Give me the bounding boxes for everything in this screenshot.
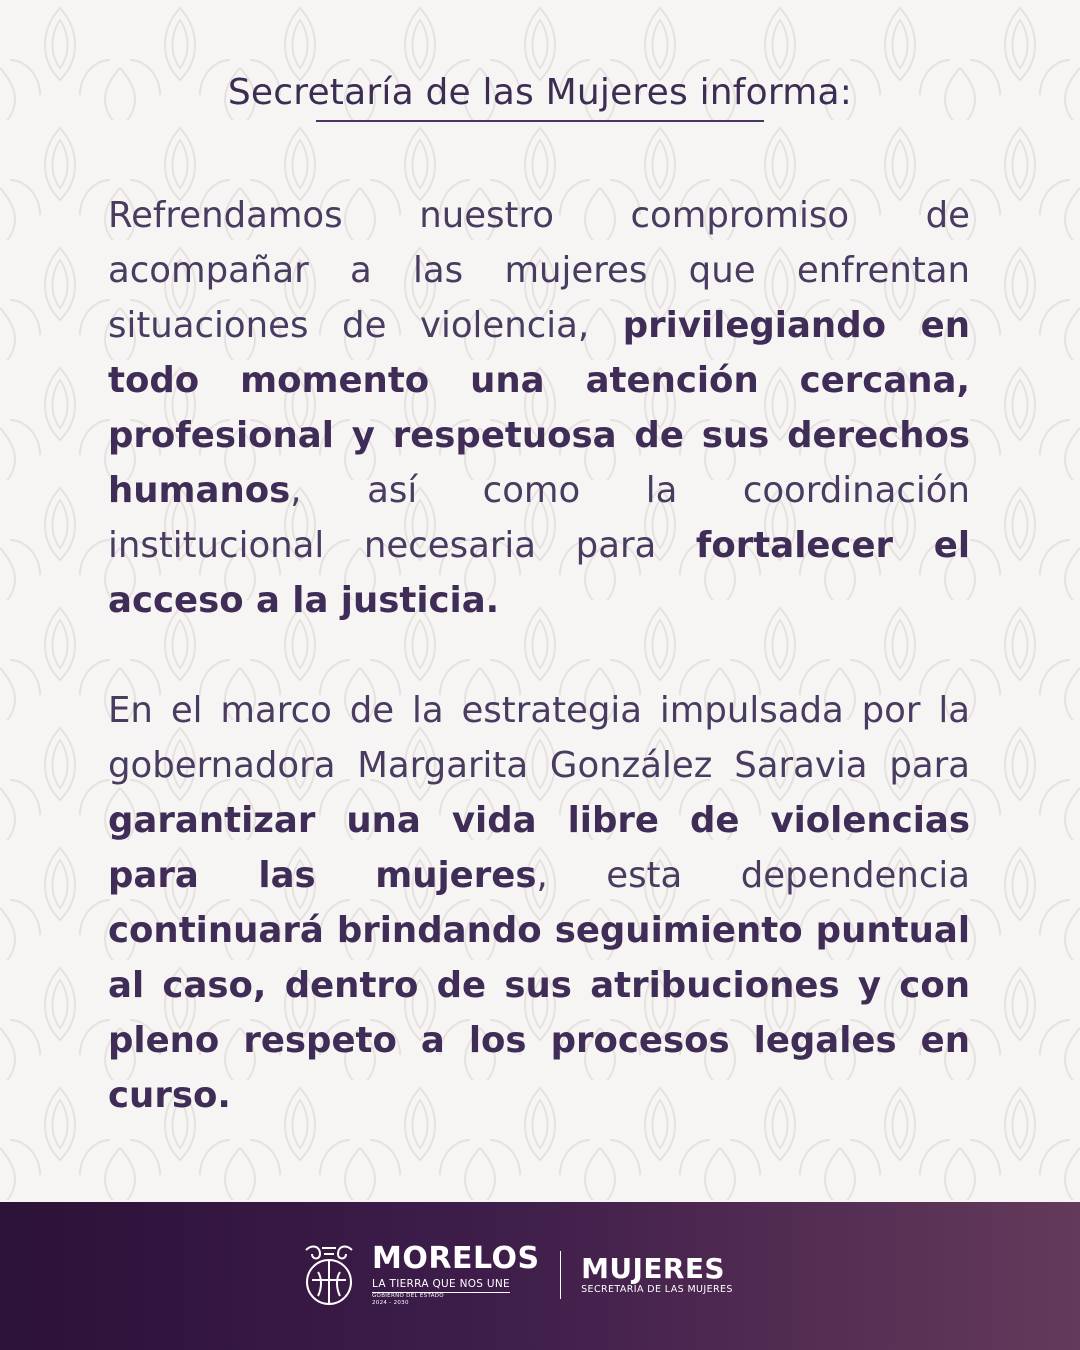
brand-tagline: LA TIERRA QUE NOS UNE [372, 1278, 510, 1293]
paragraph-2-bold-segment: continuará brindando seguimiento puntual al caso, dentro de sus atribuciones y con pleno respeto a los procesos legales en curso. [108, 910, 970, 1116]
footer-logos [298, 1240, 733, 1310]
brand-years: 2024 - 2030 [372, 1299, 409, 1306]
paragraph-1-segment: , así como la coordinación institucional necesaria para [108, 470, 970, 566]
title-underline [316, 120, 764, 122]
header [0, 72, 1080, 113]
paragraph-2 [108, 683, 970, 1123]
statement-body [108, 188, 970, 1178]
brand-block [372, 1240, 540, 1307]
paragraph-1 [108, 188, 970, 628]
paragraph-1-segment: Refrendamos nuestro compromiso de acompañar a las mujeres que enfrentan situaciones de violencia, [108, 195, 970, 346]
paragraph-1-bold-segment: privilegiando en todo momento una atención cercana, profesional y respetuosa de sus derechos humanos [108, 305, 970, 511]
dependency-block [581, 1254, 733, 1296]
morelos-emblem-icon [298, 1242, 360, 1308]
brand-government: GOBIERNO DEL ESTADO [372, 1292, 444, 1299]
page-title: Secretaría de las Mujeres informa: [227, 72, 853, 113]
paragraph-2-segment: , esta dependencia [536, 855, 970, 896]
paragraph-2-segment: En el marco de la estrategia impulsada por la gobernadora Margarita González Saravia para [108, 690, 970, 786]
paragraph-1-bold-segment: fortalecer el acceso a la justicia. [108, 525, 970, 621]
paragraph-2-bold-segment: garantizar una vida libre de violencias para las mujeres [108, 800, 970, 896]
dependency-full-name: SECRETARÍA DE LAS MUJERES [581, 1284, 733, 1295]
brand-name: MORELOS [372, 1240, 540, 1276]
logo-divider [560, 1251, 562, 1299]
dependency-name: MUJERES [581, 1252, 725, 1285]
footer-bar [0, 1202, 1080, 1350]
